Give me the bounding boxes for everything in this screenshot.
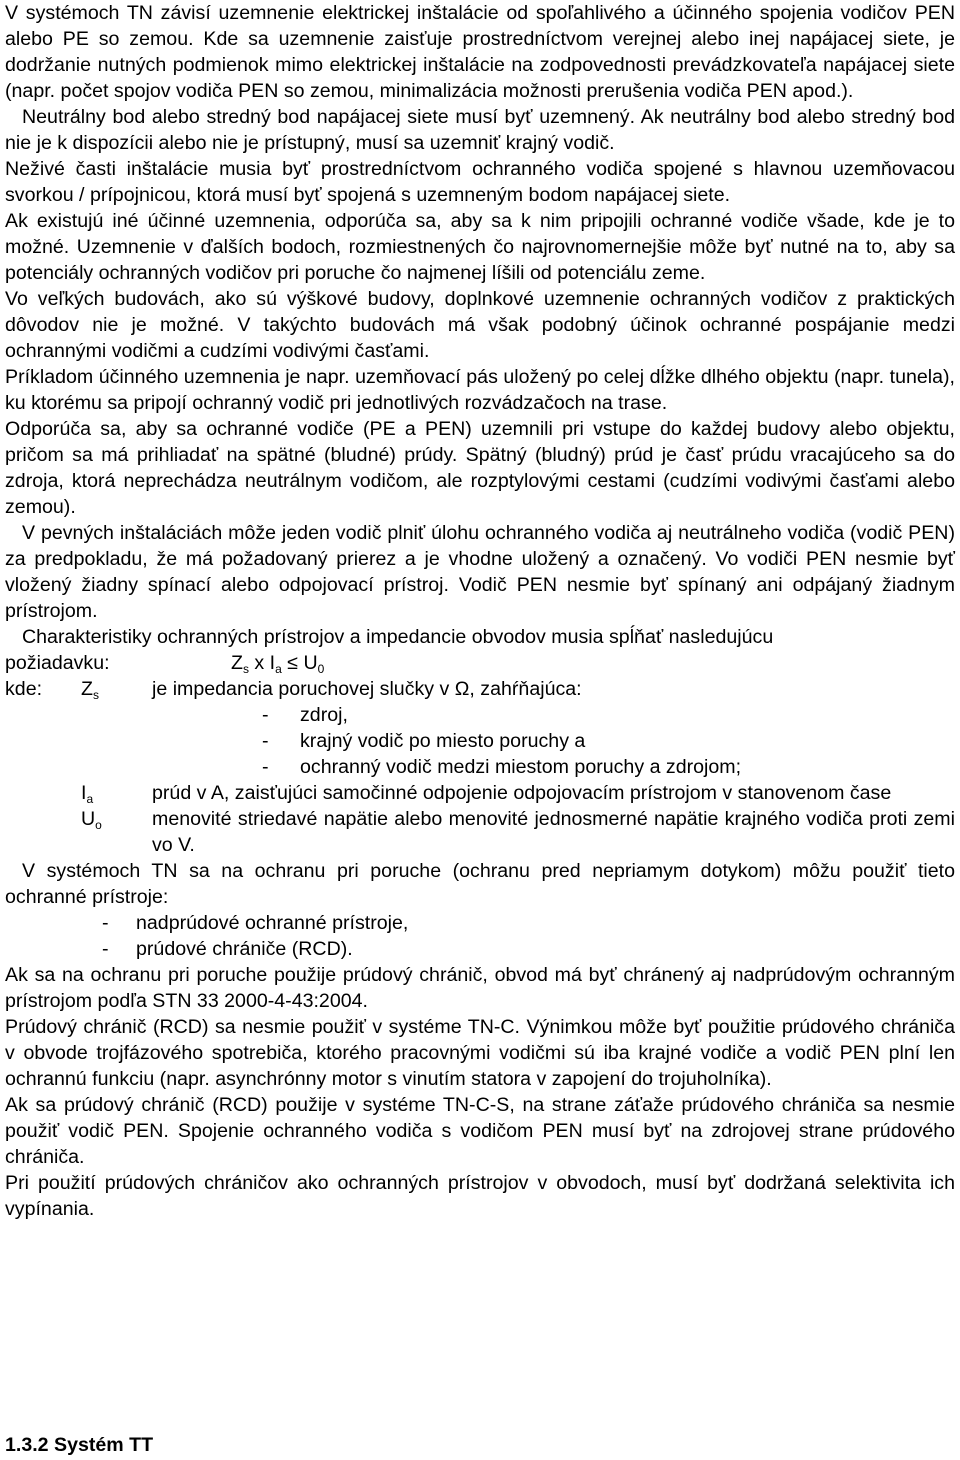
paragraph-rcd-tncs: Ak sa prúdový chránič (RCD) použije v systéme TN-C-S, na strane záťaže prúdového chrániča sa nesmie použiť vodič PEN. Spojenie ochranného vodiča s vodičom PEN musí byť na zdrojovej strane prúdového chrániča.	[5, 1094, 955, 1168]
definition-uo-text: menovité striedavé napätie alebo menovité jednosmerné napätie krajného vodiča proti zemi vo V.	[152, 808, 955, 856]
definition-zs-symbol: $Z_s$	[81, 678, 99, 702]
paragraph-large-buildings: Vo veľkých budovách, ako sú výškové budovy, doplnkové uzemnenie ochranných vodičov z praktických dôvodov nie je možné. V takýchto budovách má však podobný účinok ochranné pospájanie medzi ochrannými vodičmi a cudzími vodivými časťami.	[5, 288, 955, 362]
paragraph-neutral-point: Neutrálny bod alebo stredný bod napájacej siete musí byť uzemnený. Ak neutrálny bod alebo stredný bod nie je k dispozícii alebo nie je prístupný, musí sa uzemniť krajný vodič.	[5, 106, 955, 154]
definition-ia-symbol: $I_a$	[81, 782, 94, 806]
paragraph-protective-devices: V systémoch TN sa na ochranu pri poruche (ochranu pred nepriamym dotykom) môžu použiť tieto ochranné prístroje:	[5, 860, 955, 908]
paragraph-exposed-parts: Neživé časti inštalácie musia byť prostredníctvom ochranného vodiča spojené s hlavnou uzemňovacou svorkou / prípojnicou, ktorá musí byť spojená s uzemneným bodom napájacej siete.	[5, 158, 955, 206]
section-heading: 1.3.2 Systém TT	[5, 1434, 154, 1456]
list-item: - krajný vodič po miesto poruchy a	[262, 730, 586, 752]
paragraph-other-earthing: Ak existujú iné účinné uzemnenia, odporúča sa, aby sa k nim pripojili ochranné vodiče všade, kde je to možné. Uzemnenie v ďalších bodoch, rozmiestnených čo najrovnomernejšie môže byť nutné na to, aby sa potenciály ochranných vodičov pri poruche čo najmenej líšili od potenciálu zeme.	[5, 210, 955, 284]
paragraph-recommendation: Odporúča sa, aby sa ochranné vodiče (PE a PEN) uzemnili pri vstupe do každej budovy alebo objektu, pričom sa má prihliadať na spätné (bludné) prúdy. Spätný (bludný) prúd je časť prúdu vracajúceho sa do zdroja, ktorá neprechádza neutrálnym vodičom, ale rozptylovými cestami (cudzími vodivými časťami alebo zemou).	[5, 418, 955, 518]
list-item: - zdroj,	[262, 704, 348, 726]
list-item: - ochranný vodič medzi miestom poruchy a zdrojom;	[262, 756, 742, 778]
paragraph-tn-grounding: V systémoch TN závisí uzemnenie elektrickej inštalácie od spoľahlivého a účinného spojenia vodičov PEN alebo PE so zemou. Kde sa uzemnenie zaisťuje prostredníctvom verejnej alebo inej napájacej siete, je dodržanie nutných podmienok mimo elektrickej inštalácie na zodpovednosti prevádzkovateľa napájacej siete (napr. počet spojov vodiča PEN so zemou, minimalizácia možnosti prerušenia vodiča PEN apod.).	[5, 2, 955, 102]
definition-uo-symbol: $U_o$	[81, 808, 102, 832]
paragraph-characteristics: Charakteristiky ochranných prístrojov a impedancie obvodov musia spĺňať nasledujúcu	[22, 626, 774, 648]
paragraph-selectivity: Pri použití prúdových chráničov ako ochranných prístrojov v obvodoch, musí byť dodržaná selektivita ich vypínania.	[5, 1172, 955, 1220]
definition-ia	[5, 780, 955, 806]
definition-zs	[5, 676, 955, 702]
formula-label: požiadavku:	[5, 652, 110, 674]
definition-kde-label: kde:	[5, 678, 43, 700]
paragraph-rcd-overcurrent: Ak sa na ochranu pri poruche použije prúdový chránič, obvod má byť chránený aj nadprúdovým ochranným prístrojom podľa STN 33 2000-4-43:2004.	[5, 964, 955, 1012]
paragraph-rcd-tnc: Prúdový chránič (RCD) sa nesmie použiť v systéme TN-C. Výnimkou môže byť použitie prúdového chrániča v obvode trojfázového spotrebiča, ktorého pracovnými vodičmi sú iba krajné vodiče a vodič PEN plní len ochrannú funkciu (napr. asynchrónny motor s vinutím statora v zapojení do trojuholníka).	[5, 1016, 955, 1090]
list-item: - prúdové chrániče (RCD).	[102, 938, 353, 960]
paragraph-example-earthing: Príkladom účinného uzemnenia je napr. uzemňovací pás uložený po celej dĺžke dlhého objektu (napr. tunela), ku ktorému sa pripojí ochranný vodič pri jednotlivých rozvádzačoch na trase.	[5, 366, 955, 414]
formula-expression: $Z_s$ x $I_a \le U_0$	[231, 652, 325, 676]
document-page	[5, 0, 955, 1222]
definition-uo	[5, 806, 955, 858]
paragraph-pen-conductor: V pevných inštaláciách môže jeden vodič plniť úlohu ochranného vodiča aj neutrálneho vodiča (vodič PEN) za predpokladu, že má požadovaný prierez a je vhodne uložený a označený. Vo vodiči PEN nesmie byť vložený žiadny spínací alebo odpojovací prístroj. Vodič PEN nesmie byť spínaný ani odpájaný žiadnym prístrojom.	[5, 522, 955, 622]
list-item: - nadprúdové ochranné prístroje,	[102, 912, 409, 934]
definition-ia-text: prúd v A, zaisťujúci samočinné odpojenie odpojovacím prístrojom v stanovenom čase	[152, 782, 892, 804]
definition-zs-text: je impedancia poruchovej slučky v Ω, zahŕňajúca:	[152, 678, 582, 700]
formula-requirement	[5, 650, 955, 676]
